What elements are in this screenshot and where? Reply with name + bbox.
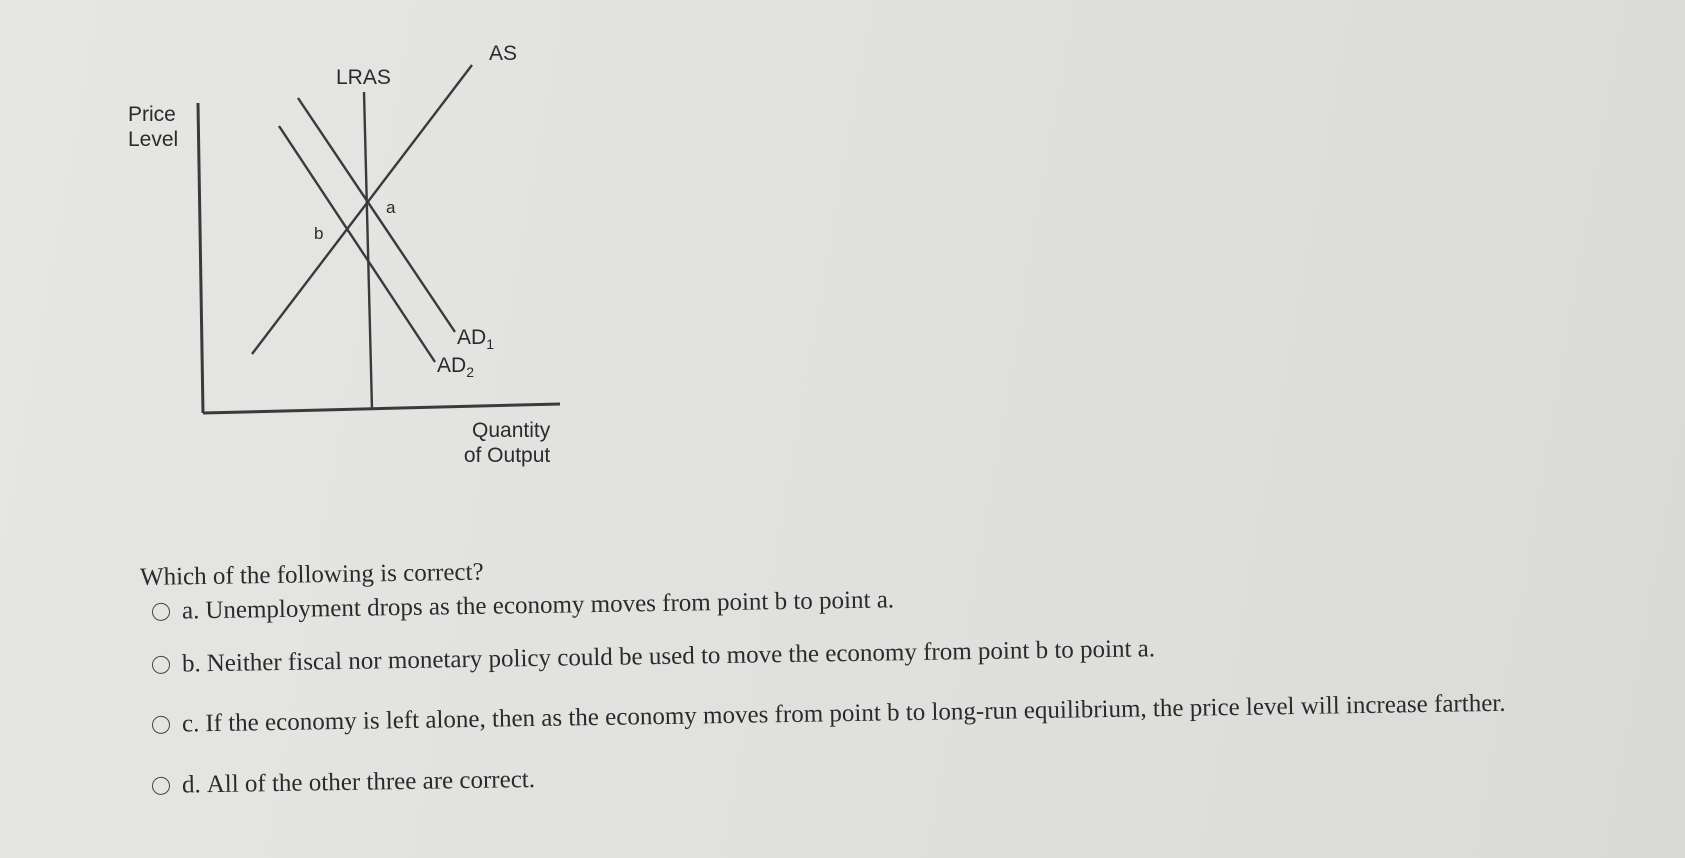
option-a-text: [182, 586, 895, 625]
ad-as-diagram: [0, 0, 620, 500]
question-prompt: Which of the following is correct?: [139, 558, 484, 591]
ad1-label-sub: 1: [486, 336, 494, 352]
x-axis-label-line1: Quantity: [472, 419, 551, 442]
ad1-label: [457, 326, 494, 352]
point-a-label: a: [386, 198, 396, 217]
option-b-body: Neither fiscal nor monetary policy could be used to move the economy from point b to point a.: [206, 635, 1156, 678]
option-d-body: All of the other three are correct.: [206, 765, 536, 799]
lras-curve: [364, 92, 372, 409]
y-axis-label: [128, 102, 178, 152]
option-d-text: [182, 766, 535, 800]
option-a-radio[interactable]: [152, 603, 170, 621]
ad2-label-sub: 2: [466, 364, 474, 380]
as-label: AS: [489, 42, 518, 65]
ad1-label-base: AD: [457, 326, 487, 349]
option-a-body: Unemployment drops as the economy moves from point b to point a.: [205, 586, 895, 625]
x-axis-label-line2: of Output: [463, 444, 551, 467]
ad2-label-base: AD: [437, 354, 467, 377]
option-b-text: [182, 635, 1155, 678]
as-curve: [252, 65, 472, 354]
option-c[interactable]: [152, 690, 1506, 739]
option-d[interactable]: [152, 766, 535, 800]
option-a[interactable]: [152, 586, 895, 626]
option-c-letter: c.: [181, 710, 200, 738]
option-b[interactable]: [152, 635, 1155, 679]
lras-label: LRAS: [336, 66, 391, 89]
y-axis: [198, 103, 203, 413]
option-d-letter: d.: [181, 771, 201, 799]
option-c-text: [182, 690, 1506, 739]
option-c-body: If the economy is left alone, then as the economy moves from point b to long-run equilibrium, the price level will increase farther.: [205, 689, 1506, 738]
y-axis-label-line2: Level: [128, 128, 179, 151]
point-b-label: b: [314, 224, 324, 243]
x-axis: [203, 404, 560, 413]
x-axis-label: [462, 418, 550, 468]
option-c-radio[interactable]: [152, 716, 170, 734]
ad2-label: [437, 354, 474, 380]
option-b-letter: b.: [181, 650, 201, 678]
y-axis-label-line1: Price: [128, 103, 176, 126]
ad1-curve: [298, 98, 455, 332]
option-a-letter: a.: [181, 597, 200, 625]
option-b-radio[interactable]: [152, 656, 170, 674]
option-d-radio[interactable]: [152, 777, 170, 795]
ad2-curve: [279, 126, 435, 362]
